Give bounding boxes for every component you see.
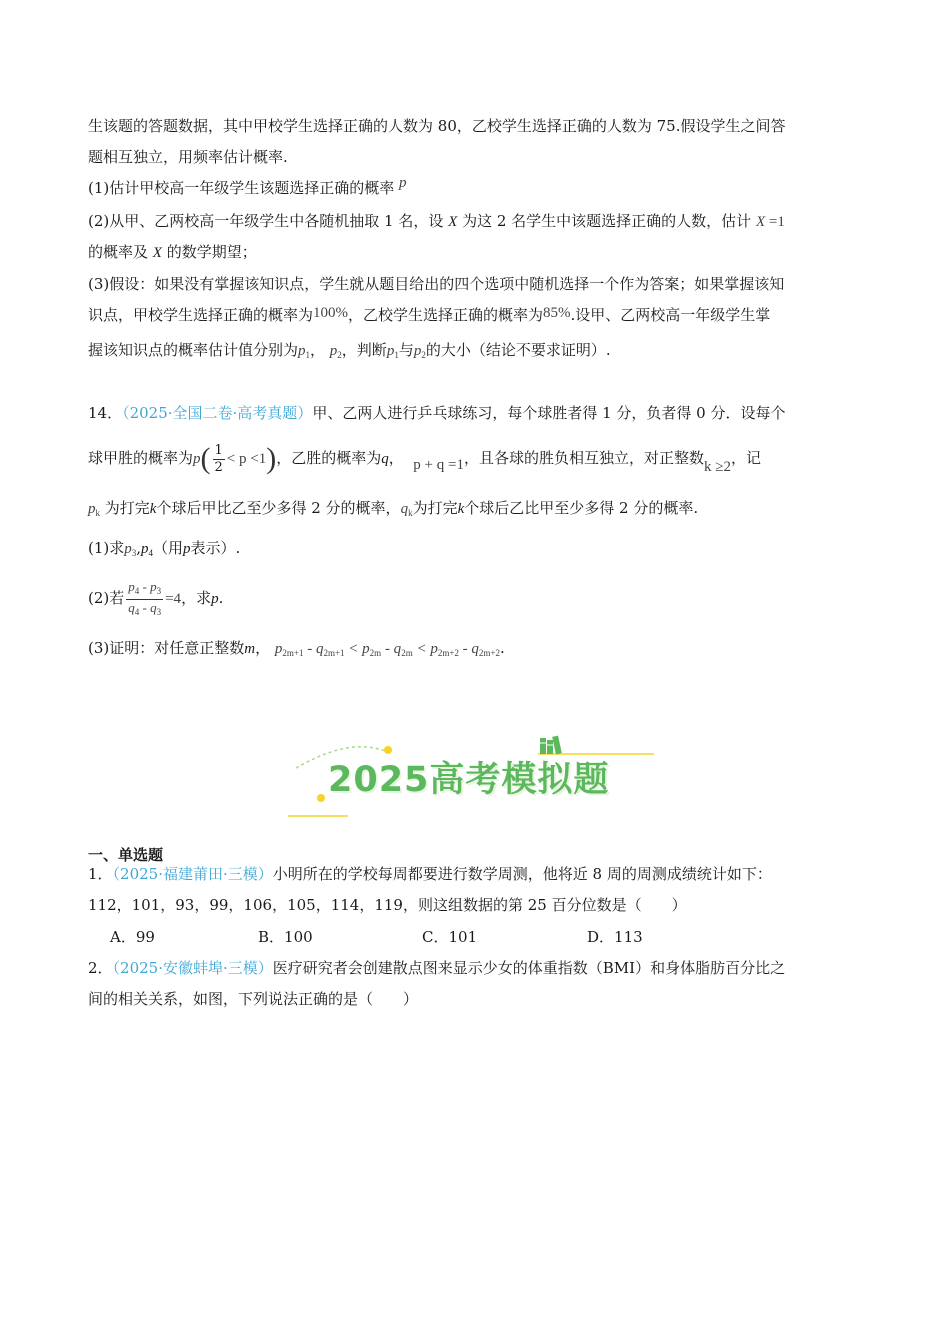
q13-part3b-text1: 识点，甲校学生选择正确的概率为 — [88, 306, 314, 324]
mc1-option-d[interactable]: D．113 — [587, 928, 643, 946]
q14-k-expr: k ≥2 — [703, 459, 731, 475]
q13-part3b-text3: .设甲、乙两校高一年级学生掌 — [570, 306, 771, 324]
q14-sub2-p: p — [211, 591, 219, 607]
q13-part2b-text1: 的概率及 — [88, 243, 149, 261]
q14-p-sym: p — [193, 451, 201, 467]
q13-p1-sym: $p_1$ — [298, 343, 311, 360]
q13-p1-sym2: $p_1$ — [386, 343, 399, 360]
mc2-number: 2． — [88, 959, 113, 977]
q14-sub1: (1)求$p_3,p_4$（用p表示）. — [88, 539, 241, 558]
mc2-source: （2025·安徽蚌埠·三模） — [112, 959, 273, 977]
q14-ratio-num: $p_4 - p_3$ — [126, 579, 163, 600]
section-heading: 一、单选题 — [88, 846, 164, 864]
q13-p2-sym: $p_2$ — [329, 343, 342, 360]
banner-title: 2025高考模拟题 — [328, 760, 610, 800]
q13-x-var2: X — [152, 245, 162, 261]
q14-text2-3: ，且各球的胜负相互独立，对正整数 — [463, 449, 704, 467]
q14-sum-expr: p + q =1 — [413, 457, 464, 473]
q13-part3c-text2: ，判断 — [341, 341, 387, 359]
q14-text2-1: 球甲胜的概率为 — [88, 449, 194, 467]
q13-part3b — [88, 305, 770, 326]
section-banner — [288, 730, 658, 825]
q14-sub1-text3: 表示）. — [190, 539, 241, 557]
q14-qk-sym: $q_k$ — [400, 501, 413, 518]
q14-sub1-text2: （用 — [153, 539, 184, 557]
q14-half-fraction — [213, 443, 225, 476]
q14-text1: 甲、乙两人进行乒乓球练习，每个球胜者得 1 分，负者得 0 分．设每个 — [312, 404, 786, 422]
q14-sub3-text1: (3)证明：对任意正整数 — [88, 639, 245, 657]
q13-p-var: p — [399, 175, 407, 191]
q13-part2b-text2: 的数学期望； — [166, 243, 257, 261]
mc1-text1: 小明所在的学校每周都要进行数学周测，他将近 8 周的周测成绩统计如下： — [272, 865, 772, 883]
q14-text3-1: 为打完 — [104, 499, 150, 517]
q14-lparen: ( — [200, 442, 211, 475]
q13-p2-sym2: $p_2$ — [413, 343, 426, 360]
q14-sub2-text3: . — [218, 589, 224, 607]
mc2-line1 — [88, 958, 785, 978]
q13-part3b-text2: ，乙校学生选择正确的概率为 — [348, 306, 544, 324]
q14-frac-num: 1 — [214, 442, 223, 458]
q14-number: 14． — [88, 404, 123, 422]
q14-sub2-text2: ，求 — [181, 589, 212, 607]
q14-sub2 — [88, 576, 223, 621]
mc1-option-a[interactable]: A．99 — [110, 928, 155, 946]
q13-part2b — [88, 242, 257, 263]
q14-q-var: q — [381, 451, 389, 467]
q13-part1 — [88, 175, 407, 199]
q14-pk-sym: $p_k$ — [88, 501, 100, 518]
q14-p4-sym: $p_4$ — [141, 541, 154, 558]
q14-source: （2025·全国二卷·高考真题） — [122, 404, 313, 422]
q14-sub1-text1: (1)求 — [88, 539, 125, 557]
mc2-text1: 医疗研究者会创建散点图来显示少女的体重指数（BMI）和身体脂肪百分比之 — [272, 959, 786, 977]
mc1-number: 1． — [88, 865, 113, 883]
q13-part3c-text4: 的大小（结论不要求证明）. — [425, 341, 611, 359]
q13-x-expr-rest: =1 — [765, 214, 785, 230]
q13-part3a: (3)假设：如果没有掌握该知识点，学生就从题目给出的四个选项中随机选择一个作为答案；如果掌握该知 — [88, 275, 785, 293]
mc1-line2: 112，101，93，99，106，105，114，119，则这组数据的第 25 百分位数是（ ） — [88, 896, 687, 914]
q14-inequality-chain: $p_{2m+1} - q_{2m+1} < p_{2m} - q_{2m} < p_{2m+2} - q_{2m+2}$ — [274, 641, 500, 658]
q14-p3-sym: $p_3$ — [124, 541, 137, 558]
q13-part3c-text1: 握该知识点的概率估计值分别为 — [88, 341, 299, 359]
q14-k-var: k — [149, 501, 157, 517]
q13-part2a-text2: 为这 2 名学生中该题选择正确的人数，估计 — [462, 212, 752, 230]
mc1-options — [110, 927, 643, 947]
q13-part3c: 握该知识点的概率估计值分别为$p_1$， $p_2$，判断$p_1$与$p_2$的大小（结论不要求证明）. — [88, 341, 611, 360]
mc1-source: （2025·福建莆田·三模） — [112, 865, 273, 883]
q14-ineq: < p <1 — [226, 451, 267, 467]
q14-sub3-sep: ， — [255, 639, 271, 657]
q14-sub1-p: p — [183, 541, 191, 557]
q13-pct2: 85% — [543, 305, 571, 321]
q14-ratio-fraction — [126, 579, 163, 620]
q14-text3-3: 为打完 — [412, 499, 458, 517]
mc1-line1 — [88, 864, 772, 884]
q14-sub3 — [88, 638, 505, 663]
mc1-option-b[interactable]: B．100 — [258, 928, 313, 946]
mc1-option-c[interactable]: C．101 — [422, 928, 478, 946]
q14-ratio-den: $q_4 - q_3$ — [128, 599, 162, 617]
q13-pct1: 100% — [313, 305, 349, 321]
q13-part2a — [88, 211, 785, 232]
q14-line2: 球甲胜的概率为p( $\frac{1}{2}$ < p <1)，乙胜的概率为q， p + q =1，且各球的胜负相互独立，对正整数k ≥2，记 — [88, 442, 761, 475]
q13-part1-text: (1)估计甲校高一年级学生该题选择正确的概率 — [88, 179, 395, 197]
q13-x-var: X — [448, 214, 458, 230]
q14-k-var2: k — [457, 501, 465, 517]
q14-text3-4: 个球后乙比甲至少多得 2 分的概率. — [464, 499, 699, 517]
q14-rparen: ) — [266, 442, 277, 475]
q14-text2-4: ，记 — [730, 449, 761, 467]
q13-part3c-text3: 与 — [398, 341, 414, 359]
q14-sub3-end: . — [499, 639, 505, 657]
q14-m-var: m — [244, 641, 256, 657]
q14-ratio-eq: =4 — [165, 591, 182, 607]
q14-frac-den: 2 — [214, 459, 223, 475]
q14-line1 — [88, 403, 785, 423]
q14-sub2-text1: (2)若 — [88, 589, 125, 607]
q13-line2: 题相互独立，用频率估计概率. — [88, 148, 288, 166]
q14-text3-2: 个球后甲比乙至少多得 2 分的概率， — [156, 499, 401, 517]
q13-part2a-text1: (2)从甲、乙两校高一年级学生中各随机抽取 1 名，设 — [88, 212, 444, 230]
q13-x-expr-var: X — [755, 214, 766, 230]
q13-line1: 生该题的答题数据，其中甲校学生选择正确的人数为 80，乙校学生选择正确的人数为 75.假设学生之间答 — [88, 117, 786, 135]
mc2-line2: 间的相关关系，如图，下列说法正确的是（ ） — [88, 990, 419, 1008]
q14-text2-2: ，乙胜的概率为 — [276, 449, 382, 467]
q14-line3 — [88, 498, 698, 523]
